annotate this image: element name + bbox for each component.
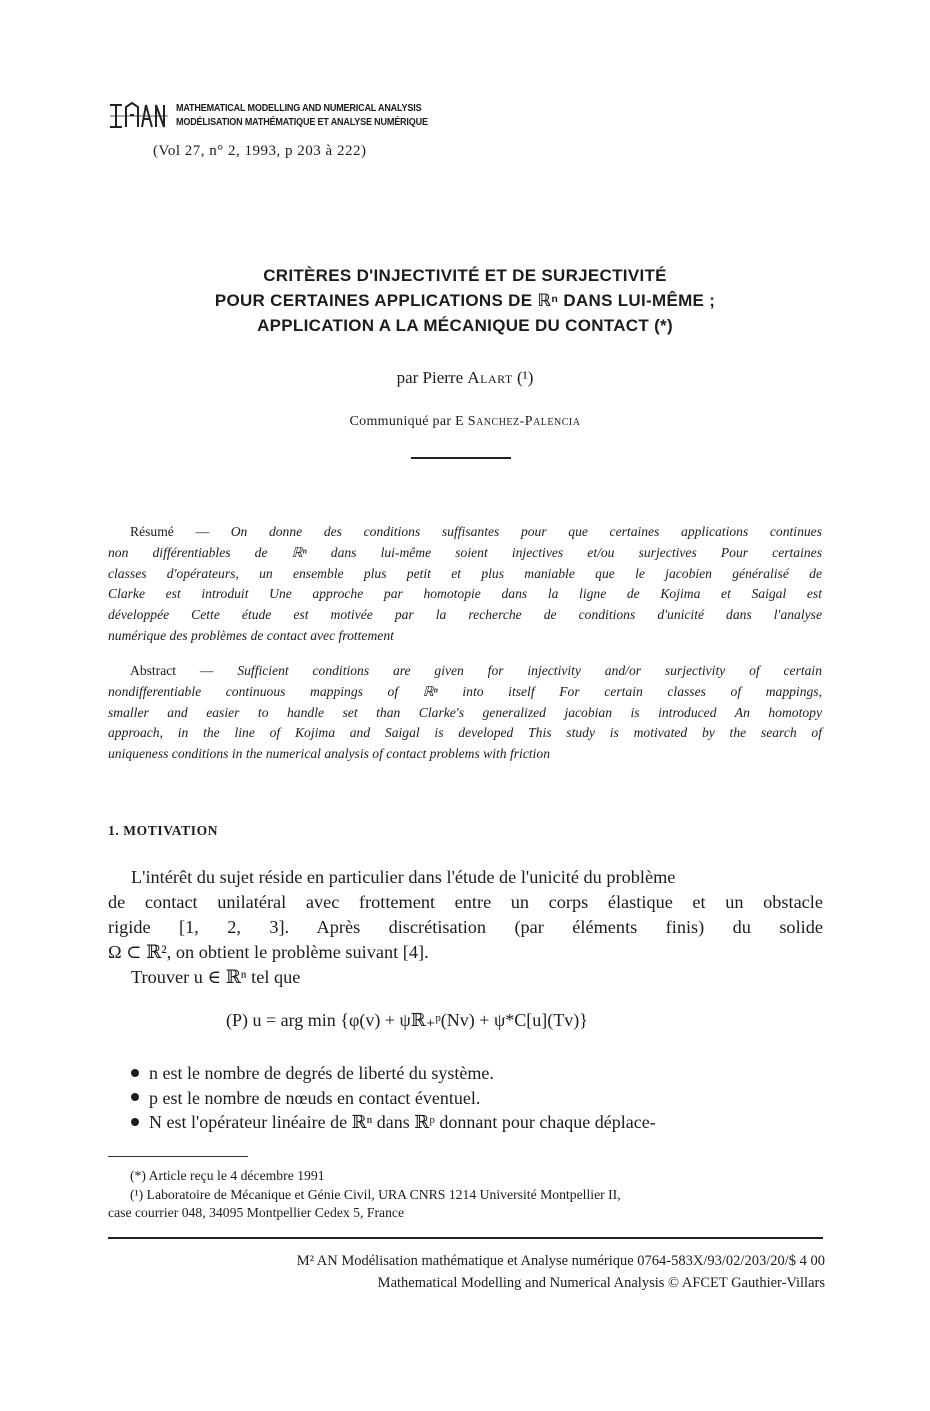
abstract-block — [108, 661, 822, 765]
resume-line: développée Cette étude est motivée par la recherche de conditions d'unicité dans l'analyse — [108, 607, 822, 623]
resume-line: classes d'opérateurs, un ensemble plus petit et plus maniable que le jacobien généralisé de — [108, 565, 822, 581]
abstract-line: Sufficient conditions are given for injectivity and/or surjectivity of certain — [237, 663, 823, 678]
resume-label: Résumé — — [130, 524, 210, 539]
list-item: n est le nombre de degrés de liberté du système. — [131, 1061, 656, 1086]
footnotes — [108, 1167, 823, 1223]
footnote: case courrier 048, 34095 Montpellier Cedex 5, France — [108, 1205, 405, 1220]
title-line-1: CRITÈRES D'INJECTIVITÉ ET DE SURJECTIVITÉ — [263, 266, 667, 285]
paper-title — [0, 263, 930, 338]
abstract-line: uniqueness conditions in the numerical analysis of contact problems with friction — [108, 746, 551, 762]
bullet-icon — [131, 1118, 139, 1126]
resume-line: non différentiables de ℝⁿ dans lui-même soient injectives et/ou surjectives Pour certaines — [108, 544, 822, 560]
title-separator — [411, 457, 511, 459]
bullet-icon — [131, 1093, 139, 1101]
abstract-line: approach, in the line of Kojima and Saigal is developed This study is motivated by the search of — [108, 725, 822, 741]
abstract-line: nondifferentiable continuous mappings of ℝⁿ into itself For certain classes of mappings, — [108, 683, 822, 699]
journal-name-en: MATHEMATICAL MODELLING AND NUMERICAL ANALYSIS — [176, 102, 422, 114]
footnote-rule — [108, 1156, 248, 1157]
body-line: rigide [1, 2, 3]. Après discrétisation (par éléments finis) du solide — [108, 917, 823, 937]
publisher-line: Mathematical Modelling and Numerical Analysis © AFCET Gauthier-Villars — [377, 1274, 825, 1291]
author-note: (¹) — [517, 368, 534, 387]
page-rule — [108, 1237, 823, 1239]
problem-formula: (P) u = arg min {φ(v) + ψℝ₊ᵖ(Nv) + ψ*C[u](Tv)} — [226, 1010, 588, 1030]
author-prefix: par Pierre — [396, 368, 464, 387]
communicated-by — [0, 414, 930, 430]
body-line: de contact unilatéral avec frottement entre un corps élastique et un obstacle — [108, 892, 823, 912]
list-item: p est le nombre de nœuds en contact éventuel. — [131, 1086, 656, 1111]
author-line — [0, 368, 930, 388]
footnote: (*) Article reçu le 4 décembre 1991 — [130, 1168, 325, 1183]
body-line: Trouver u ∈ ℝⁿ tel que — [131, 967, 301, 987]
abstract-label: Abstract — — [130, 663, 214, 678]
communicated-prefix: Communiqué par E — [349, 414, 464, 429]
journal-name-fr: MODÉLISATION MATHÉMATIQUE ET ANALYSE NUMÉRIQUE — [176, 116, 428, 128]
journal-name — [176, 101, 428, 129]
abstract-line: smaller and easier to handle set than Clarke's generalized jacobian is introduced An homotopy — [108, 704, 822, 720]
bullet-icon — [131, 1069, 139, 1077]
resume-line: Clarke est introduit Une approche par homotopie dans la ligne de Kojima et Saigal est — [108, 586, 822, 602]
journal-logo-icon — [108, 101, 170, 131]
title-line-2: POUR CERTAINES APPLICATIONS DE ℝⁿ DANS LUI-MÊME ; — [214, 291, 716, 310]
publisher-info — [130, 1251, 825, 1294]
title-line-3: APPLICATION A LA MÉCANIQUE DU CONTACT (*) — [257, 316, 673, 335]
list-item: N est l'opérateur linéaire de ℝⁿ dans ℝᵖ donnant pour chaque déplace- — [131, 1110, 656, 1135]
author-name: Alart — [467, 368, 513, 387]
resume-block — [108, 522, 822, 647]
bullet-list — [131, 1061, 656, 1135]
footnote: (¹) Laboratoire de Mécanique et Génie Civil, URA CNRS 1214 Université Montpellier II, — [130, 1186, 621, 1202]
body-line: Ω ⊂ ℝ², on obtient le problème suivant [4]. — [108, 942, 429, 962]
section-heading: 1. MOTIVATION — [108, 823, 219, 838]
resume-line: On donne des conditions suffisantes pour que certaines applications continues — [230, 524, 822, 539]
body-line: L'intérêt du sujet réside en particulier dans l'étude de l'unicité du problème — [131, 867, 676, 887]
publisher-line: M² AN Modélisation mathématique et Analyse numérique 0764-583X/93/02/203/20/$ 4 00 — [296, 1253, 825, 1269]
communicated-name: Sanchez-Palencia — [467, 414, 581, 429]
volume-info: (Vol 27, n° 2, 1993, p 203 à 222) — [153, 143, 367, 159]
resume-line: numérique des problèmes de contact avec frottement — [108, 627, 394, 643]
